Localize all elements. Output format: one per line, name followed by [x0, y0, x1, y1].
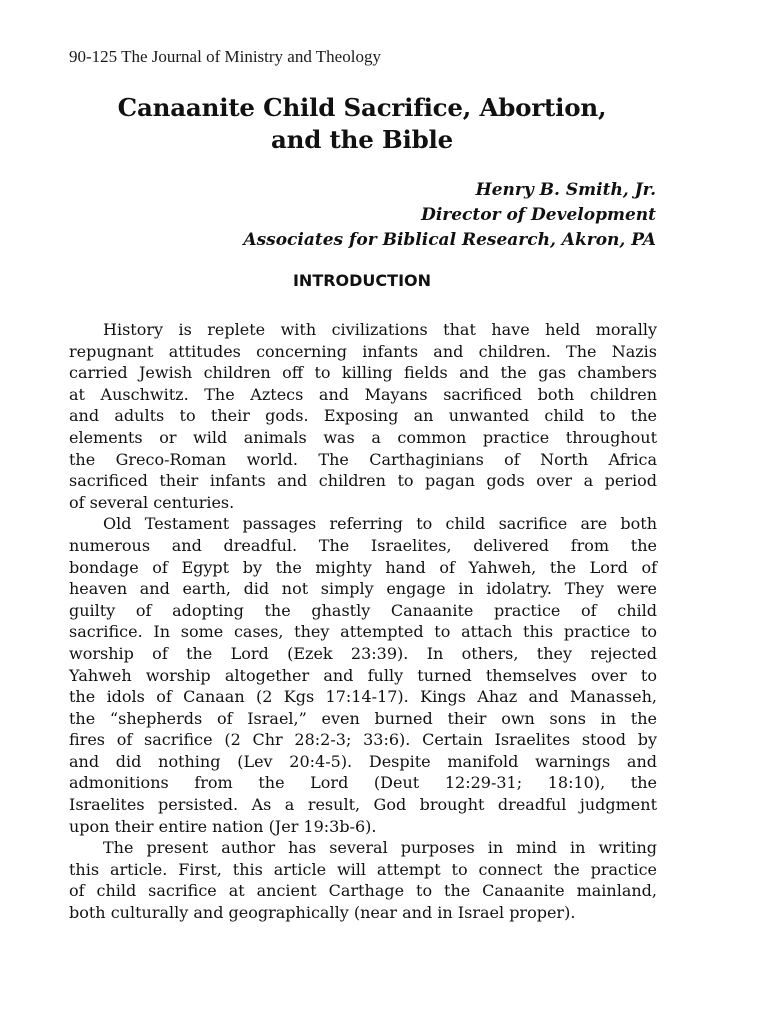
body-paragraph	[69, 837, 657, 923]
article-title	[60, 92, 664, 156]
body-line: and adults to their gods. Exposing an unwanted child to the	[69, 406, 657, 426]
body-line: both culturally and geographically (near and in Israel proper).	[69, 903, 576, 923]
body-line: heaven and earth, did not simply engage in idolatry. They were	[69, 579, 657, 599]
author-affiliation: Associates for Biblical Research, Akron, PA	[243, 230, 656, 250]
body-line: of child sacrifice at ancient Carthage to the Canaanite mainland,	[69, 881, 657, 901]
author-title: Director of Development	[421, 205, 656, 225]
running-head: 90-125 The Journal of Ministry and Theology	[69, 47, 381, 66]
body-line: Old Testament passages referring to child sacrifice are both	[103, 514, 657, 534]
article-body	[69, 319, 657, 924]
body-line: elements or wild animals was a common practice throughout	[69, 427, 657, 447]
title-line: Canaanite Child Sacrifice, Abortion,	[117, 93, 607, 122]
body-line: The present author has several purposes in mind in writing	[103, 838, 657, 858]
body-line: and did nothing (Lev 20:4-5). Despite manifold warnings and	[69, 751, 657, 771]
body-line: guilty of adopting the ghastly Canaanite practice of child	[69, 600, 657, 620]
body-line: this article. First, this article will attempt to connect the practice	[69, 859, 657, 879]
body-line: worship of the Lord (Ezek 23:39). In others, they rejected	[69, 643, 657, 663]
body-line: repugnant attitudes concerning infants and children. The Nazis	[69, 341, 657, 361]
body-line: fires of sacrifice (2 Chr 28:2-3; 33:6). Certain Israelites stood by	[69, 730, 657, 750]
title-line: and the Bible	[270, 125, 454, 154]
byline	[243, 178, 656, 253]
body-line: upon their entire nation (Jer 19:3b-6).	[69, 816, 377, 836]
body-line: the Greco-Roman world. The Carthaginians of North Africa	[69, 449, 657, 469]
body-line: Israelites persisted. As a result, God brought dreadful judgment	[69, 795, 657, 815]
section-heading: INTRODUCTION	[292, 271, 432, 290]
body-line: bondage of Egypt by the mighty hand of Yahweh, the Lord of	[69, 557, 657, 577]
body-line: at Auschwitz. The Aztecs and Mayans sacrificed both children	[69, 384, 657, 404]
body-line: sacrifice. In some cases, they attempted to attach this practice to	[69, 622, 657, 642]
body-line: the idols of Canaan (2 Kgs 17:14-17). Kings Ahaz and Manasseh,	[69, 687, 657, 707]
body-line: sacrificed their infants and children to pagan gods over a period	[69, 471, 657, 491]
body-line: carried Jewish children off to killing fields and the gas chambers	[69, 363, 657, 383]
body-paragraph	[69, 513, 657, 837]
body-line: Yahweh worship altogether and fully turned themselves over to	[69, 665, 657, 685]
author-name: Henry B. Smith, Jr.	[475, 180, 656, 200]
body-paragraph	[69, 319, 657, 513]
body-line: of several centuries.	[69, 492, 235, 512]
body-line: History is replete with civilizations that have held morally	[103, 320, 657, 339]
body-line: the “shepherds of Israel,” even burned their own sons in the	[69, 708, 657, 728]
body-line: admonitions from the Lord (Deut 12:29-31; 18:10), the	[69, 773, 657, 793]
body-line: numerous and dreadful. The Israelites, delivered from the	[69, 535, 657, 555]
